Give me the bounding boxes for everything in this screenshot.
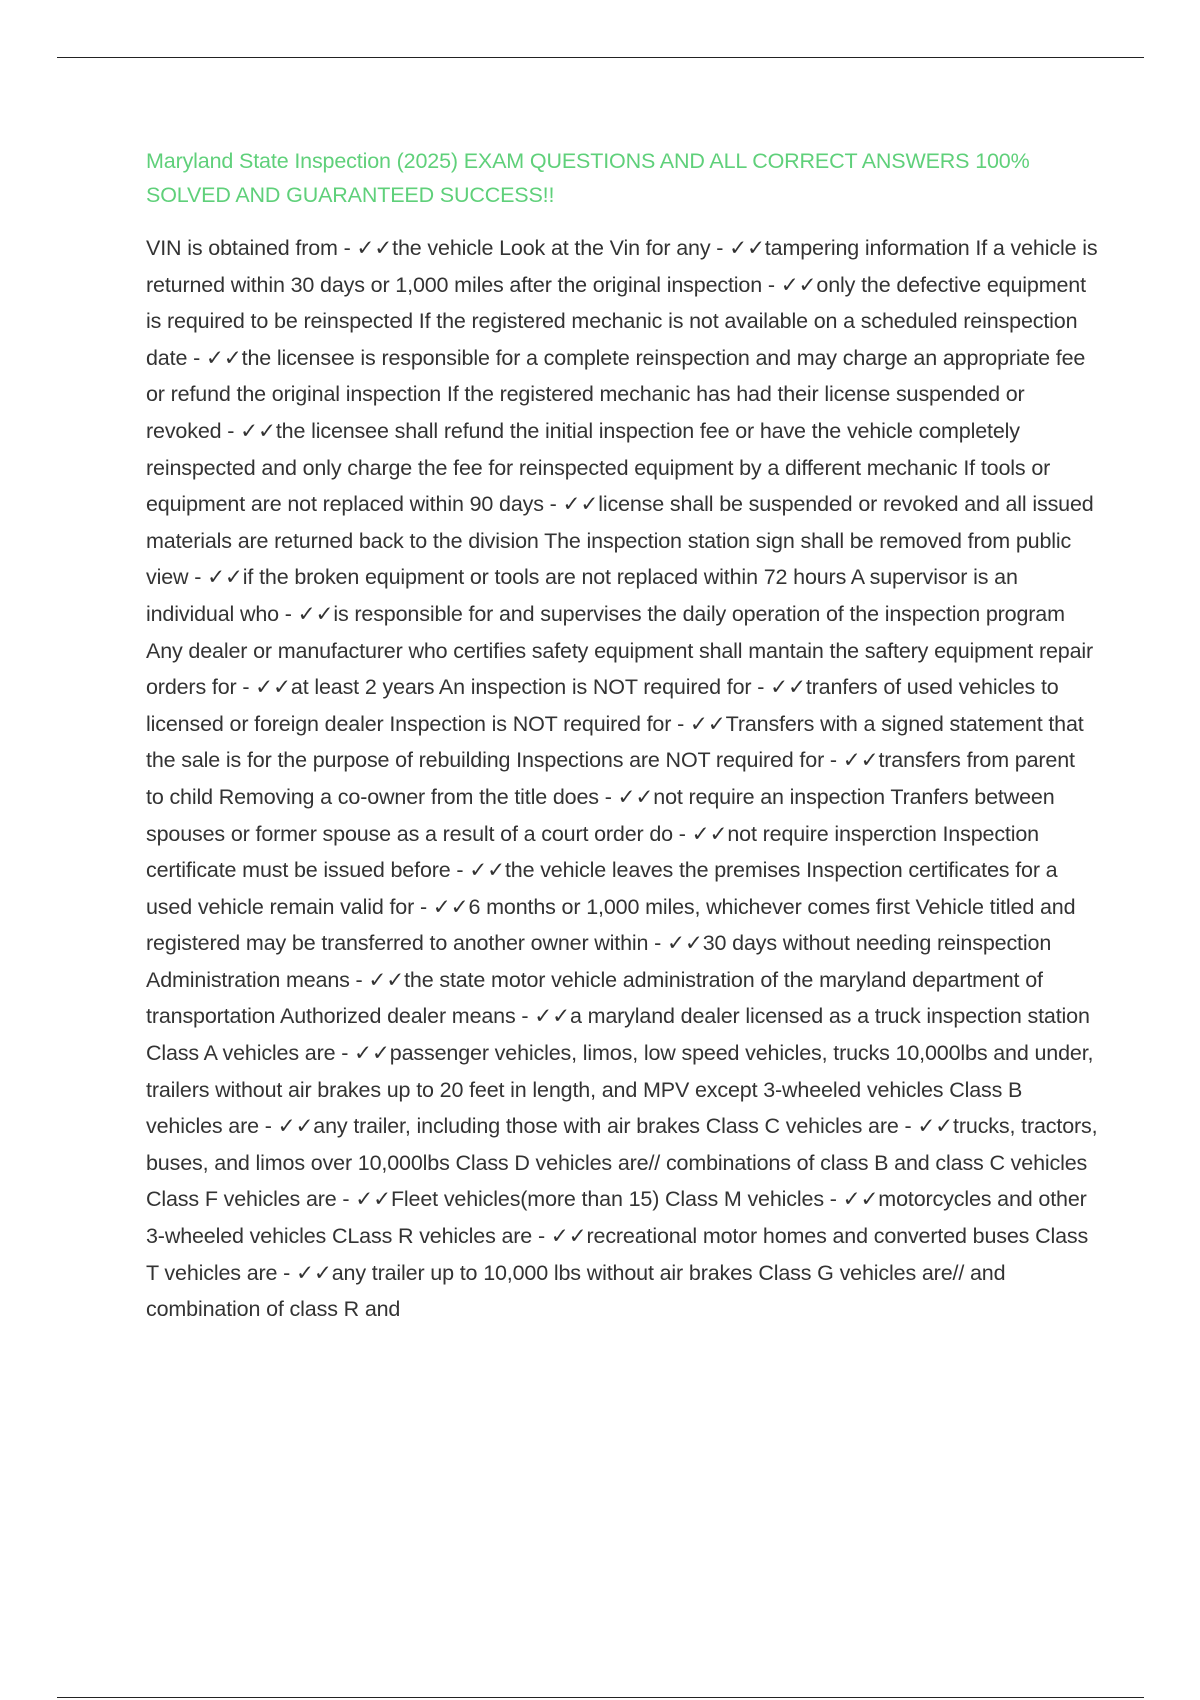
footer-rule <box>57 1697 1144 1698</box>
page-content <box>146 144 1098 1328</box>
document-title: Maryland State Inspection (2025) EXAM QUESTIONS AND ALL CORRECT ANSWERS 100% SOLVED AND GUARANTEED SUCCESS!! <box>146 149 1030 207</box>
header-rule <box>57 57 1144 58</box>
document-body: VIN is obtained from - ✓✓the vehicle Look at the Vin for any - ✓✓tampering information If a vehicle is returned within 30 days or 1,000 miles after the original inspection - ✓✓only the defective equipment is required to be reinspected If the registered mechanic is not available on a scheduled reinspection date - ✓✓the licensee is responsible for a complete reinspection and may charge an appropriate fee or refund the original inspection If the registered mechanic has had their license suspended or revoked - ✓✓the licensee shall refund the initial inspection fee or have the vehicle completely reinspected and only charge the fee for reinspected equipment by a different mechanic If tools or equipment are not replaced within 90 days - ✓✓license shall be suspended or revoked and all issued materials are returned back to the division The inspection station sign shall be removed from public view - ✓✓if the broken equipment or tools are not replaced within 72 hours A supervisor is an individual who - ✓✓is responsible for and supervises the daily operation of the inspection program Any dealer or manufacturer who certifies safety equipment shall mantain the saftery equipment repair orders for - ✓✓at least 2 years An inspection is NOT required for - ✓✓tranfers of used vehicles to licensed or foreign dealer Inspection is NOT required for - ✓✓Transfers with a signed statement that the sale is for the purpose of rebuilding Inspections are NOT required for - ✓✓transfers from parent to child Removing a co-owner from the title does - ✓✓not require an inspection Tranfers between spouses or former spouse as a result of a court order do - ✓✓not require insperction Inspection certificate must be issued before - ✓✓the vehicle leaves the premises Inspection certificates for a used vehicle remain valid for - ✓✓6 months or 1,000 miles, whichever comes first Vehicle titled and registered may be transferred to another owner within - ✓✓30 days without needing reinspection Administration means - ✓✓the state motor vehicle administration of the maryland department of transportation Authorized dealer means - ✓✓a maryland dealer licensed as a truck inspection station Class A vehicles are - ✓✓passenger vehicles, limos, low speed vehicles, trucks 10,000lbs and under, trailers without air brakes up to 20 feet in length, and MPV except 3-wheeled vehicles Class B vehicles are - ✓✓any trailer, including those with air brakes Class C vehicles are - ✓✓trucks, tractors, buses, and limos over 10,000lbs Class D vehicles are// combinations of class B and class C vehicles Class F vehicles are - ✓✓Fleet vehicles(more than 15) Class M vehicles - ✓✓motorcycles and other 3-wheeled vehicles CLass R vehicles are - ✓✓recreational motor homes and converted buses Class T vehicles are - ✓✓any trailer up to 10,000 lbs without air brakes Class G vehicles are// and combination of class R and <box>146 236 1098 1322</box>
